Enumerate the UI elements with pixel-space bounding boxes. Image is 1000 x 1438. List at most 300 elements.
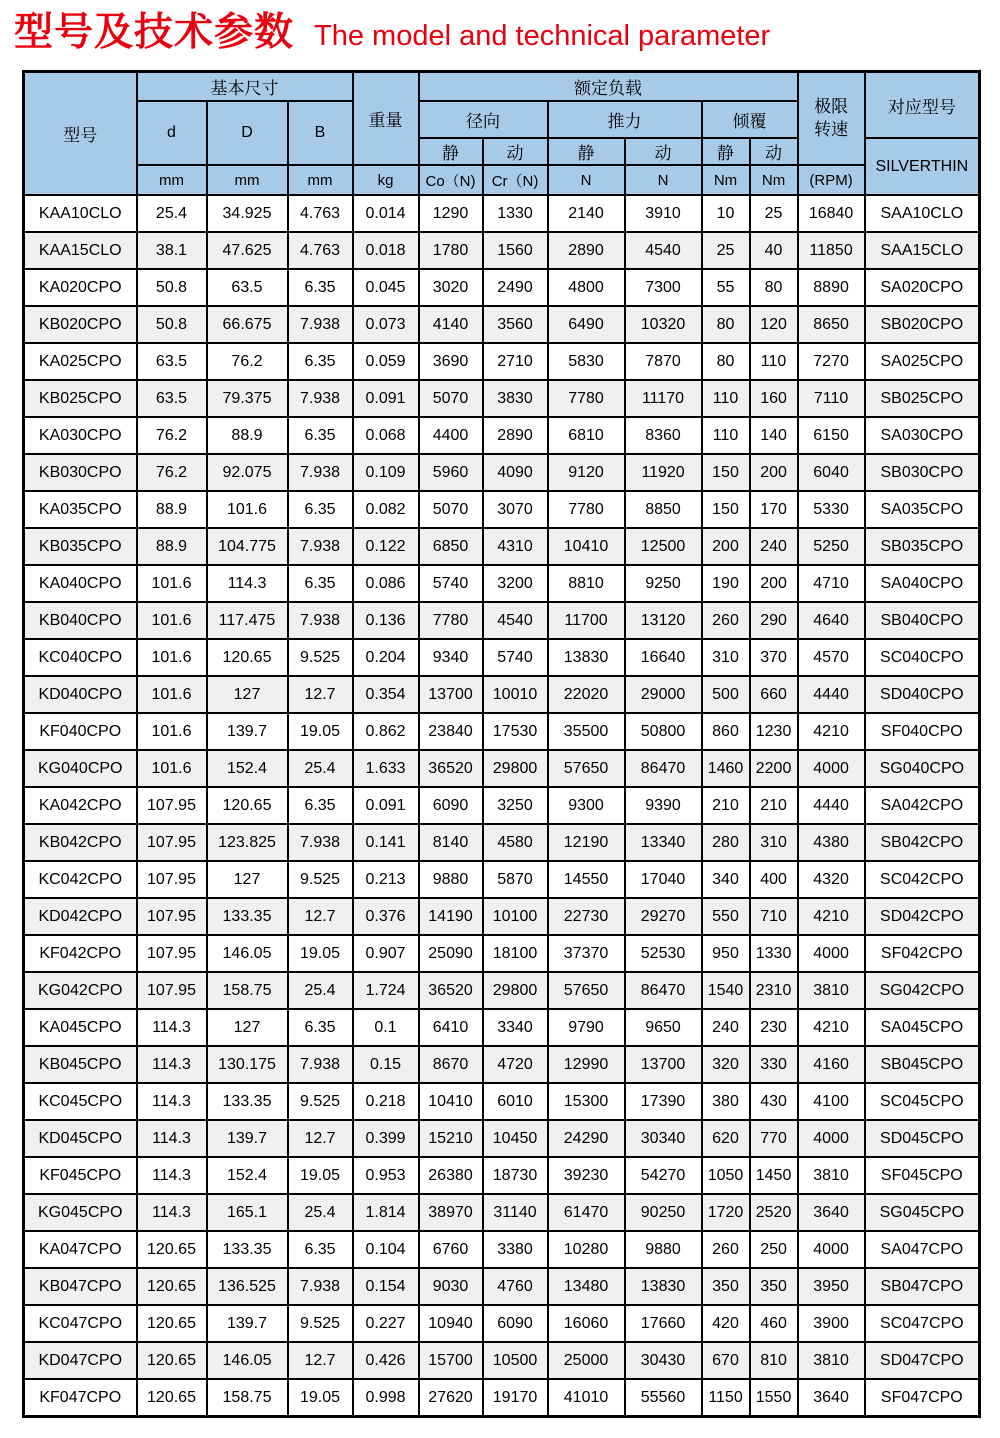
model-cell: KAA15CLO — [24, 232, 137, 269]
value-cell: 4540 — [625, 232, 702, 269]
table-row — [24, 454, 980, 491]
header-row-groups — [24, 71, 980, 101]
value-cell: 10450 — [483, 1120, 548, 1157]
value-cell: 11170 — [625, 380, 702, 417]
value-cell: 1.814 — [353, 1194, 419, 1231]
value-cell: 88.9 — [137, 528, 207, 565]
value-cell: 3340 — [483, 1009, 548, 1046]
model-cell: KF040CPO — [24, 713, 137, 750]
model-cell: KA042CPO — [24, 787, 137, 824]
table-row — [24, 1342, 980, 1379]
value-cell: 76.2 — [137, 417, 207, 454]
silverthin-model-cell: SG045CPO — [865, 1194, 980, 1231]
value-cell: 1.633 — [353, 750, 419, 787]
model-cell: KB045CPO — [24, 1046, 137, 1083]
unit-cell: Co（N) — [419, 165, 483, 195]
value-cell: 230 — [750, 1009, 798, 1046]
model-cell: KC040CPO — [24, 639, 137, 676]
value-cell: 12500 — [625, 528, 702, 565]
value-cell: 4210 — [798, 898, 865, 935]
value-cell: 29800 — [483, 972, 548, 1009]
value-cell: 1780 — [419, 232, 483, 269]
value-cell: 101.6 — [137, 676, 207, 713]
table-row — [24, 713, 980, 750]
value-cell: 4440 — [798, 787, 865, 824]
value-cell: 0.045 — [353, 269, 419, 306]
value-cell: 3950 — [798, 1268, 865, 1305]
value-cell: 7.938 — [288, 1268, 353, 1305]
value-cell: 620 — [702, 1120, 750, 1157]
value-cell: 25.4 — [288, 972, 353, 1009]
value-cell: 5070 — [419, 380, 483, 417]
table-row — [24, 824, 980, 861]
table-row — [24, 972, 980, 1009]
value-cell: 6.35 — [288, 787, 353, 824]
value-cell: 0.141 — [353, 824, 419, 861]
header-col-capital-d: D — [207, 101, 288, 165]
value-cell: 10500 — [483, 1342, 548, 1379]
value-cell: 240 — [702, 1009, 750, 1046]
value-cell: 114.3 — [207, 565, 288, 602]
value-cell: 3810 — [798, 1342, 865, 1379]
value-cell: 13830 — [548, 639, 625, 676]
value-cell: 11920 — [625, 454, 702, 491]
value-cell: 117.475 — [207, 602, 288, 639]
value-cell: 350 — [702, 1268, 750, 1305]
value-cell: 9.525 — [288, 861, 353, 898]
table-row — [24, 195, 980, 232]
value-cell: 114.3 — [137, 1120, 207, 1157]
model-cell: KA025CPO — [24, 343, 137, 380]
value-cell: 0.068 — [353, 417, 419, 454]
value-cell: 101.6 — [137, 750, 207, 787]
silverthin-model-cell: SA035CPO — [865, 491, 980, 528]
silverthin-model-cell: SA040CPO — [865, 565, 980, 602]
value-cell: 10410 — [548, 528, 625, 565]
value-cell: 29800 — [483, 750, 548, 787]
value-cell: 10 — [702, 195, 750, 232]
value-cell: 11700 — [548, 602, 625, 639]
value-cell: 107.95 — [137, 787, 207, 824]
value-cell: 0.086 — [353, 565, 419, 602]
value-cell: 101.6 — [137, 565, 207, 602]
table-row — [24, 1009, 980, 1046]
value-cell: 9390 — [625, 787, 702, 824]
value-cell: 7.938 — [288, 528, 353, 565]
header-tilting-dynamic: 动 — [750, 138, 798, 165]
value-cell: 5070 — [419, 491, 483, 528]
silverthin-model-cell: SF047CPO — [865, 1379, 980, 1416]
value-cell: 107.95 — [137, 898, 207, 935]
value-cell: 8850 — [625, 491, 702, 528]
value-cell: 0.059 — [353, 343, 419, 380]
model-cell: KD040CPO — [24, 676, 137, 713]
value-cell: 4160 — [798, 1046, 865, 1083]
value-cell: 24290 — [548, 1120, 625, 1157]
value-cell: 76.2 — [207, 343, 288, 380]
value-cell: 25 — [702, 232, 750, 269]
silverthin-model-cell: SB045CPO — [865, 1046, 980, 1083]
value-cell: 107.95 — [137, 935, 207, 972]
value-cell: 146.05 — [207, 935, 288, 972]
silverthin-model-cell: SB040CPO — [865, 602, 980, 639]
value-cell: 10940 — [419, 1305, 483, 1342]
value-cell: 1720 — [702, 1194, 750, 1231]
value-cell: 139.7 — [207, 713, 288, 750]
value-cell: 330 — [750, 1046, 798, 1083]
value-cell: 114.3 — [137, 1157, 207, 1194]
value-cell: 165.1 — [207, 1194, 288, 1231]
table-row — [24, 528, 980, 565]
header-model: 型号 — [24, 71, 137, 195]
value-cell: 4800 — [548, 269, 625, 306]
silverthin-model-cell: SA020CPO — [865, 269, 980, 306]
value-cell: 9120 — [548, 454, 625, 491]
silverthin-model-cell: SG042CPO — [865, 972, 980, 1009]
value-cell: 39230 — [548, 1157, 625, 1194]
value-cell: 54270 — [625, 1157, 702, 1194]
value-cell: 0.136 — [353, 602, 419, 639]
silverthin-model-cell: SC047CPO — [865, 1305, 980, 1342]
value-cell: 12.7 — [288, 676, 353, 713]
value-cell: 13700 — [625, 1046, 702, 1083]
value-cell: 3640 — [798, 1194, 865, 1231]
value-cell: 110 — [702, 417, 750, 454]
value-cell: 133.35 — [207, 1083, 288, 1120]
value-cell: 5870 — [483, 861, 548, 898]
value-cell: 6.35 — [288, 491, 353, 528]
value-cell: 950 — [702, 935, 750, 972]
value-cell: 152.4 — [207, 1157, 288, 1194]
value-cell: 240 — [750, 528, 798, 565]
model-cell: KC045CPO — [24, 1083, 137, 1120]
value-cell: 127 — [207, 1009, 288, 1046]
model-cell: KF045CPO — [24, 1157, 137, 1194]
value-cell: 19.05 — [288, 1379, 353, 1416]
model-cell: KB040CPO — [24, 602, 137, 639]
model-cell: KA030CPO — [24, 417, 137, 454]
value-cell: 0.091 — [353, 380, 419, 417]
value-cell: 1330 — [483, 195, 548, 232]
value-cell: 1290 — [419, 195, 483, 232]
value-cell: 810 — [750, 1342, 798, 1379]
value-cell: 6150 — [798, 417, 865, 454]
value-cell: 25.4 — [288, 1194, 353, 1231]
value-cell: 430 — [750, 1083, 798, 1120]
value-cell: 0.376 — [353, 898, 419, 935]
header-col-b: B — [288, 101, 353, 165]
value-cell: 7780 — [548, 491, 625, 528]
table-row — [24, 343, 980, 380]
silverthin-model-cell: SAA15CLO — [865, 232, 980, 269]
silverthin-model-cell: SD047CPO — [865, 1342, 980, 1379]
value-cell: 22020 — [548, 676, 625, 713]
silverthin-model-cell: SC042CPO — [865, 861, 980, 898]
value-cell: 4760 — [483, 1268, 548, 1305]
value-cell: 123.825 — [207, 824, 288, 861]
table-row — [24, 1157, 980, 1194]
value-cell: 3830 — [483, 380, 548, 417]
value-cell: 0.091 — [353, 787, 419, 824]
value-cell: 110 — [702, 380, 750, 417]
value-cell: 31140 — [483, 1194, 548, 1231]
value-cell: 7110 — [798, 380, 865, 417]
value-cell: 133.35 — [207, 898, 288, 935]
value-cell: 120.65 — [137, 1342, 207, 1379]
value-cell: 63.5 — [207, 269, 288, 306]
value-cell: 190 — [702, 565, 750, 602]
silverthin-model-cell: SB030CPO — [865, 454, 980, 491]
silverthin-model-cell: SB042CPO — [865, 824, 980, 861]
value-cell: 17530 — [483, 713, 548, 750]
header-limit-speed — [798, 71, 865, 165]
value-cell: 8890 — [798, 269, 865, 306]
value-cell: 7270 — [798, 343, 865, 380]
header-corresponding-model: 对应型号 — [865, 71, 980, 138]
value-cell: 3020 — [419, 269, 483, 306]
value-cell: 1.724 — [353, 972, 419, 1009]
silverthin-model-cell: SC045CPO — [865, 1083, 980, 1120]
value-cell: 5330 — [798, 491, 865, 528]
value-cell: 17660 — [625, 1305, 702, 1342]
unit-cell: mm — [207, 165, 288, 195]
value-cell: 310 — [702, 639, 750, 676]
value-cell: 6760 — [419, 1231, 483, 1268]
value-cell: 4000 — [798, 1120, 865, 1157]
value-cell: 5740 — [483, 639, 548, 676]
value-cell: 2200 — [750, 750, 798, 787]
header-tilting: 倾覆 — [702, 101, 798, 138]
value-cell: 7300 — [625, 269, 702, 306]
table-row — [24, 491, 980, 528]
value-cell: 260 — [702, 602, 750, 639]
model-cell: KG040CPO — [24, 750, 137, 787]
value-cell: 127 — [207, 861, 288, 898]
silverthin-model-cell: SB025CPO — [865, 380, 980, 417]
value-cell: 18730 — [483, 1157, 548, 1194]
value-cell: 107.95 — [137, 861, 207, 898]
value-cell: 2490 — [483, 269, 548, 306]
value-cell: 0.104 — [353, 1231, 419, 1268]
header-basic-dims: 基本尺寸 — [137, 71, 353, 101]
value-cell: 133.35 — [207, 1231, 288, 1268]
value-cell: 0.1 — [353, 1009, 419, 1046]
value-cell: 17390 — [625, 1083, 702, 1120]
value-cell: 0.213 — [353, 861, 419, 898]
value-cell: 3900 — [798, 1305, 865, 1342]
value-cell: 120.65 — [137, 1231, 207, 1268]
value-cell: 660 — [750, 676, 798, 713]
silverthin-model-cell: SA030CPO — [865, 417, 980, 454]
value-cell: 14190 — [419, 898, 483, 935]
value-cell: 4310 — [483, 528, 548, 565]
value-cell: 210 — [702, 787, 750, 824]
table-row — [24, 602, 980, 639]
value-cell: 6.35 — [288, 1231, 353, 1268]
value-cell: 52530 — [625, 935, 702, 972]
unit-cell: mm — [137, 165, 207, 195]
value-cell: 107.95 — [137, 972, 207, 1009]
value-cell: 10320 — [625, 306, 702, 343]
value-cell: 158.75 — [207, 972, 288, 1009]
value-cell: 4570 — [798, 639, 865, 676]
parameter-table — [22, 70, 981, 1418]
silverthin-model-cell: SF040CPO — [865, 713, 980, 750]
value-cell: 19170 — [483, 1379, 548, 1416]
value-cell: 7.938 — [288, 1046, 353, 1083]
value-cell: 47.625 — [207, 232, 288, 269]
value-cell: 370 — [750, 639, 798, 676]
value-cell: 2520 — [750, 1194, 798, 1231]
value-cell: 4580 — [483, 824, 548, 861]
value-cell: 200 — [750, 454, 798, 491]
value-cell: 25000 — [548, 1342, 625, 1379]
value-cell: 29270 — [625, 898, 702, 935]
table-row — [24, 1194, 980, 1231]
value-cell: 0.862 — [353, 713, 419, 750]
model-cell: KF047CPO — [24, 1379, 137, 1416]
silverthin-model-cell: SB047CPO — [865, 1268, 980, 1305]
unit-cell: (RPM) — [798, 165, 865, 195]
value-cell: 114.3 — [137, 1194, 207, 1231]
value-cell: 380 — [702, 1083, 750, 1120]
units-row — [24, 165, 980, 195]
value-cell: 7780 — [419, 602, 483, 639]
silverthin-model-cell: SG040CPO — [865, 750, 980, 787]
value-cell: 50.8 — [137, 269, 207, 306]
header-radial-static: 静 — [419, 138, 483, 165]
value-cell: 2140 — [548, 195, 625, 232]
silverthin-model-cell: SF042CPO — [865, 935, 980, 972]
value-cell: 61470 — [548, 1194, 625, 1231]
value-cell: 9.525 — [288, 1305, 353, 1342]
value-cell: 12190 — [548, 824, 625, 861]
page-title — [14, 10, 1000, 57]
value-cell: 63.5 — [137, 343, 207, 380]
table-row — [24, 1305, 980, 1342]
value-cell: 500 — [702, 676, 750, 713]
value-cell: 150 — [702, 491, 750, 528]
value-cell: 29000 — [625, 676, 702, 713]
value-cell: 210 — [750, 787, 798, 824]
value-cell: 16840 — [798, 195, 865, 232]
model-cell: KG045CPO — [24, 1194, 137, 1231]
value-cell: 7.938 — [288, 602, 353, 639]
value-cell: 150 — [702, 454, 750, 491]
value-cell: 0.073 — [353, 306, 419, 343]
silverthin-model-cell: SD040CPO — [865, 676, 980, 713]
model-cell: KD045CPO — [24, 1120, 137, 1157]
value-cell: 4210 — [798, 1009, 865, 1046]
value-cell: 0.082 — [353, 491, 419, 528]
table-row — [24, 269, 980, 306]
value-cell: 101.6 — [137, 713, 207, 750]
header-weight: 重量 — [353, 71, 419, 165]
value-cell: 6090 — [483, 1305, 548, 1342]
value-cell: 19.05 — [288, 1157, 353, 1194]
value-cell: 9.525 — [288, 1083, 353, 1120]
value-cell: 120 — [750, 306, 798, 343]
value-cell: 4720 — [483, 1046, 548, 1083]
value-cell: 4.763 — [288, 232, 353, 269]
table-row — [24, 787, 980, 824]
value-cell: 146.05 — [207, 1342, 288, 1379]
table-row — [24, 639, 980, 676]
value-cell: 19.05 — [288, 935, 353, 972]
value-cell: 3810 — [798, 1157, 865, 1194]
value-cell: 104.775 — [207, 528, 288, 565]
value-cell: 76.2 — [137, 454, 207, 491]
model-cell: KC047CPO — [24, 1305, 137, 1342]
model-cell: KB047CPO — [24, 1268, 137, 1305]
value-cell: 23840 — [419, 713, 483, 750]
model-cell: KA047CPO — [24, 1231, 137, 1268]
value-cell: 7.938 — [288, 380, 353, 417]
value-cell: 38.1 — [137, 232, 207, 269]
value-cell: 35500 — [548, 713, 625, 750]
value-cell: 10280 — [548, 1231, 625, 1268]
value-cell: 38970 — [419, 1194, 483, 1231]
table-row — [24, 935, 980, 972]
value-cell: 8810 — [548, 565, 625, 602]
table-row — [24, 1231, 980, 1268]
value-cell: 139.7 — [207, 1305, 288, 1342]
value-cell: 26380 — [419, 1157, 483, 1194]
page-title-en: The model and technical parameter — [314, 20, 771, 52]
value-cell: 40 — [750, 232, 798, 269]
value-cell: 3560 — [483, 306, 548, 343]
silverthin-model-cell: SA042CPO — [865, 787, 980, 824]
value-cell: 0.018 — [353, 232, 419, 269]
table-row — [24, 380, 980, 417]
header-tilting-static: 静 — [702, 138, 750, 165]
value-cell: 55560 — [625, 1379, 702, 1416]
unit-cell: Nm — [750, 165, 798, 195]
value-cell: 0.399 — [353, 1120, 419, 1157]
value-cell: 3910 — [625, 195, 702, 232]
header-thrust-static: 静 — [548, 138, 625, 165]
model-cell: KA045CPO — [24, 1009, 137, 1046]
value-cell: 6010 — [483, 1083, 548, 1120]
value-cell: 420 — [702, 1305, 750, 1342]
value-cell: 4320 — [798, 861, 865, 898]
value-cell: 15210 — [419, 1120, 483, 1157]
value-cell: 6.35 — [288, 269, 353, 306]
value-cell: 1330 — [750, 935, 798, 972]
value-cell: 92.075 — [207, 454, 288, 491]
value-cell: 320 — [702, 1046, 750, 1083]
value-cell: 8670 — [419, 1046, 483, 1083]
value-cell: 9340 — [419, 639, 483, 676]
value-cell: 16640 — [625, 639, 702, 676]
header-brand: SILVERTHIN — [865, 138, 980, 195]
value-cell: 120.65 — [137, 1305, 207, 1342]
header-limit-speed-label: 极限转速 — [814, 96, 849, 139]
value-cell: 9650 — [625, 1009, 702, 1046]
value-cell: 15700 — [419, 1342, 483, 1379]
value-cell: 25.4 — [137, 195, 207, 232]
value-cell: 14550 — [548, 861, 625, 898]
silverthin-model-cell: SA025CPO — [865, 343, 980, 380]
value-cell: 5960 — [419, 454, 483, 491]
table-row — [24, 417, 980, 454]
value-cell: 50.8 — [137, 306, 207, 343]
value-cell: 1540 — [702, 972, 750, 1009]
value-cell: 30430 — [625, 1342, 702, 1379]
table-row — [24, 1379, 980, 1416]
unit-cell: mm — [288, 165, 353, 195]
model-cell: KA020CPO — [24, 269, 137, 306]
